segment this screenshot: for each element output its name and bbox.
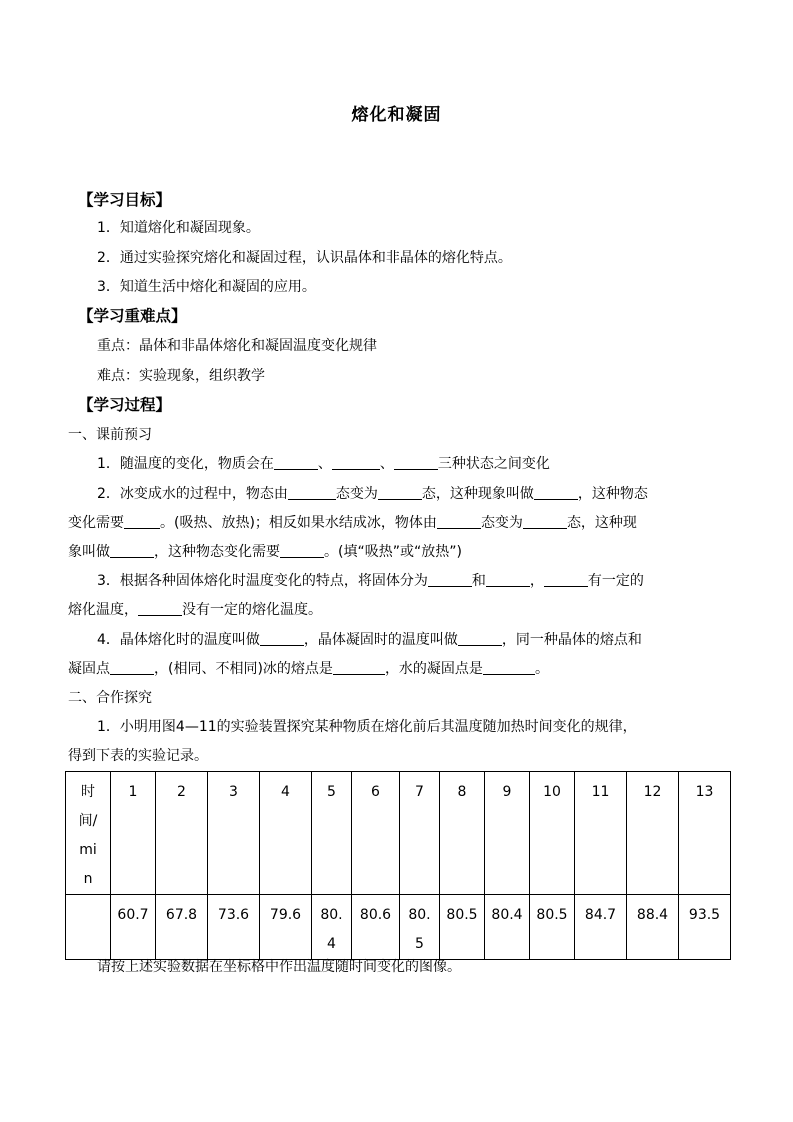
temperature-cell: 60.7 [111, 895, 156, 960]
preview-question-1: 1．随温度的变化，物质会在 、 、 三种状态之间变化 [97, 456, 550, 472]
time-cell: 2 [156, 772, 208, 895]
section1-heading: 一、课前预习 [68, 427, 152, 443]
preview-question-2: 2．冰变成水的过程中，物态由 态变为 态，这种现象叫做 ，这种物态 [97, 486, 648, 502]
temperature-cell: 79.6 [260, 895, 312, 960]
page-title: 熔化和凝固 [351, 105, 442, 125]
answer-blank[interactable] [260, 631, 304, 646]
time-cell: 10 [530, 772, 575, 895]
time-cell: 3 [208, 772, 260, 895]
graph-instruction: 请按上述实验数据在坐标格中作出温度随时间变化的图像。 [97, 959, 461, 975]
table-row-time [66, 772, 731, 895]
answer-blank[interactable] [544, 572, 588, 587]
temperature-cell: 93.5 [679, 895, 731, 960]
temperature-cell: 67.8 [156, 895, 208, 960]
experiment-data-table [65, 771, 731, 960]
answer-blank[interactable] [437, 514, 481, 529]
difficult-point-text: 难点：实验现象，组织教学 [97, 368, 265, 384]
answer-blank[interactable] [458, 631, 502, 646]
temperature-cell: 80.5 [530, 895, 575, 960]
answer-blank[interactable] [138, 601, 182, 616]
objectives-heading: 【学习目标】 [78, 191, 172, 209]
preview-question-2-cont: 变化需要 。(吸热、放热)；相反如果水结成冰，物体由 态变为 态，这种现 [68, 515, 637, 531]
preview-question-2-cont: 象叫做 ，这种物态变化需要 。(填“吸热”或“放热”) [68, 544, 462, 560]
time-cell: 7 [400, 772, 440, 895]
answer-blank[interactable] [428, 572, 472, 587]
key-point-text: 重点：晶体和非晶体熔化和凝固温度变化规律 [97, 338, 377, 354]
answer-blank[interactable] [394, 455, 438, 470]
temperature-cell: 84.7 [575, 895, 627, 960]
temperature-cell: 80.4 [485, 895, 530, 960]
time-cell: 8 [440, 772, 485, 895]
answer-blank[interactable] [274, 455, 318, 470]
section2-heading: 二、合作探究 [68, 690, 152, 706]
answer-blank[interactable] [483, 660, 535, 675]
temperature-cell: 80.5 [400, 895, 440, 960]
time-cell: 9 [485, 772, 530, 895]
preview-question-3: 3．根据各种固体熔化时温度变化的特点，将固体分为 和 ， 有一定的 [97, 573, 644, 589]
objective-item: 2．通过实验探究熔化和凝固过程，认识晶体和非晶体的熔化特点。 [97, 250, 512, 266]
temperature-cell: 80.6 [352, 895, 400, 960]
preview-question-3-cont: 熔化温度， 没有一定的熔化温度。 [68, 602, 322, 618]
answer-blank[interactable] [378, 485, 422, 500]
table-row-temperature [66, 895, 731, 960]
time-cell: 1 [111, 772, 156, 895]
time-cell: 4 [260, 772, 312, 895]
preview-question-4-cont: 凝固点 ，(相同、不相同)冰的熔点是 ，水的凝固点是 。 [68, 661, 549, 677]
temperature-cell: 80.4 [312, 895, 352, 960]
answer-blank[interactable] [288, 485, 336, 500]
objective-item: 3．知道生活中熔化和凝固的应用。 [97, 279, 316, 295]
answer-blank[interactable] [280, 543, 324, 558]
temperature-cell: 88.4 [627, 895, 679, 960]
answer-blank[interactable] [332, 455, 380, 470]
answer-blank[interactable] [110, 543, 154, 558]
time-cell: 11 [575, 772, 627, 895]
time-cell: 13 [679, 772, 731, 895]
objective-item: 1．知道熔化和凝固现象。 [97, 220, 260, 236]
temperature-header-cell[interactable] [66, 895, 111, 960]
answer-blank[interactable] [523, 514, 567, 529]
preview-question-4: 4．晶体熔化时的温度叫做 ，晶体凝固时的温度叫做 ，同一种晶体的熔点和 [97, 632, 642, 648]
time-cell: 12 [627, 772, 679, 895]
temperature-cell: 80.5 [440, 895, 485, 960]
answer-blank[interactable] [534, 485, 578, 500]
temperature-cell: 73.6 [208, 895, 260, 960]
explore-question-1: 1．小明用图4—11的实验装置探究某种物质在熔化前后其温度随加热时间变化的规律， [97, 719, 637, 735]
process-heading: 【学习过程】 [78, 396, 172, 414]
answer-blank[interactable] [124, 514, 160, 529]
time-cell: 5 [312, 772, 352, 895]
answer-blank[interactable] [333, 660, 385, 675]
time-cell: 6 [352, 772, 400, 895]
answer-blank[interactable] [110, 660, 154, 675]
answer-blank[interactable] [486, 572, 530, 587]
explore-question-1-cont: 得到下表的实验记录。 [68, 748, 208, 764]
time-header-cell: 时间/min [66, 772, 111, 895]
key-points-heading: 【学习重难点】 [78, 307, 187, 325]
